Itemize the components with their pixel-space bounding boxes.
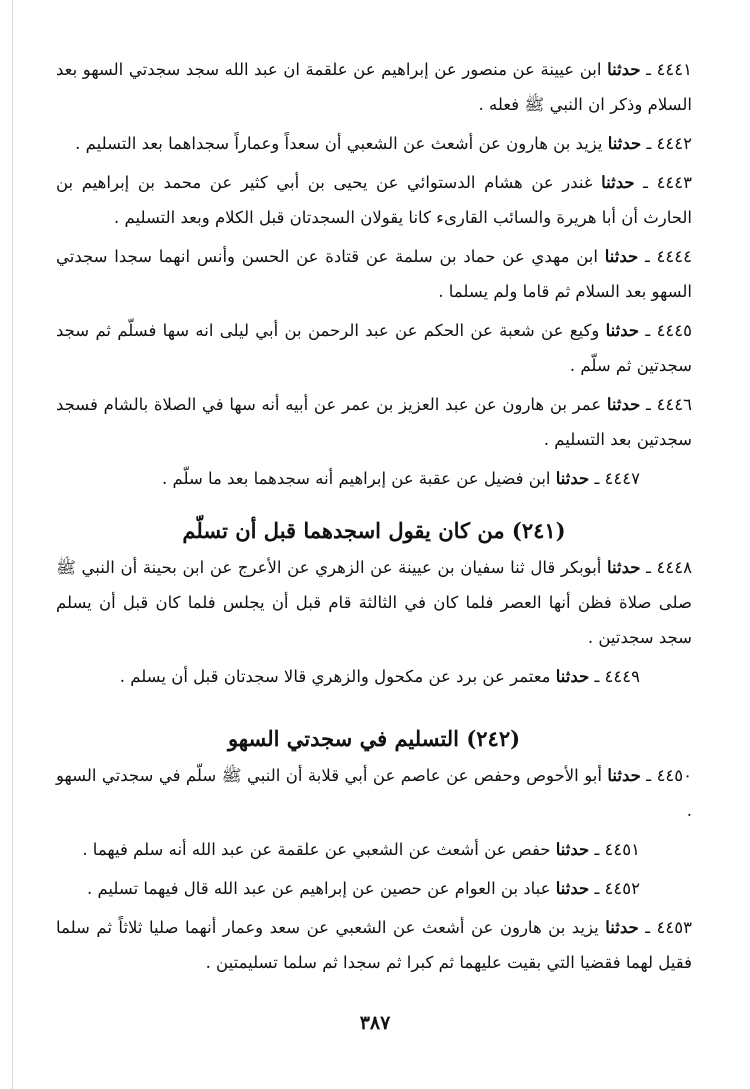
hadith-text: يزيد بن هارون عن أشعث عن الشعبي أن سعداً وعماراً سجداهما بعد التسليم .: [75, 134, 603, 153]
hadith-4445: ٤٤٤٥ ـ حدثنا وكيع عن شعبة عن الحكم عن عبد الرحمن بن أبي ليلى انه سها فسلّم ثم سجد سجدتين ثم سلّم .: [56, 321, 693, 375]
hadith-intro: حدثنا: [607, 766, 641, 785]
hadith-intro: حدثنا: [604, 247, 639, 266]
hadith-intro: حدثنا: [555, 667, 590, 686]
hadith-number: ٤٤٥٣: [656, 918, 692, 937]
hadith-text: حفص عن أشعث عن الشعبي عن علقمة عن عبد الله أنه سلم فيهما .: [82, 840, 551, 859]
hadith-intro: حدثنا: [607, 60, 641, 79]
hadith-number: ٤٤٤٨: [656, 558, 692, 577]
hadith-intro: حدثنا: [555, 840, 590, 859]
hadith-number: ٤٤٥١: [604, 840, 640, 859]
page-number: ٣٨٧: [359, 1012, 391, 1034]
hadith-4444: ٤٤٤٤ ـ حدثنا ابن مهدي عن حماد بن سلمة عن قتادة عن الحسن وأنس انهما سجدا سجدتي السهو بعد السلام ثم قاما ولم يسلما .: [56, 247, 692, 301]
hadith-text: أبوبكر قال ثنا سفيان بن عيينة عن الزهري عن الأعرج عن ابن بحينة أن النبي ﷺ صلى صلاة فظن أنها العصر فلما كان في الثالثة قام قبل أن يجلس فلما كان قبل أن يسلم سجد سجدتين .: [56, 558, 692, 647]
hadith-text: غندر عن هشام الدستوائي عن يحيى بن أبي كثير عن محمد بن إبراهيم بن الحارث أن أبا هريرة والسائب القارىء كانا يقولان السجدتان قبل الكلام وبعد التسليم .: [56, 173, 692, 227]
hadith-number: ٤٤٤٢: [656, 134, 692, 153]
hadith-number: ٤٤٤٧: [604, 469, 640, 488]
hadith-text: عمر بن هارون عن عبد العزيز بن عمر عن أبيه أنه سها في الصلاة بالشام فسجد سجدتين بعد التسليم .: [56, 395, 692, 449]
hadith-number: ٤٤٤٦: [656, 395, 693, 414]
hadith-4449: ٤٤٤٩ ـ حدثنا معتمر عن برد عن مكحول والزهري قالا سجدتان قبل أن يسلم .: [119, 667, 640, 686]
page-edge-line: [12, 0, 13, 1089]
hadith-number: ٤٤٤٣: [656, 173, 693, 192]
hadith-4452: ٤٤٥٢ ـ حدثنا عباد بن العوام عن حصين عن إبراهيم عن عبد الله قال فيهما تسليم .: [86, 879, 640, 898]
hadith-number: ٤٤٥٢: [604, 879, 640, 898]
hadith-4450: ٤٤٥٠ ـ حدثنا أبو الأحوص وحفص عن عاصم عن أبي قلابة أن النبي ﷺ سلّم في سجدتي السهو .: [56, 766, 693, 820]
section-heading-241: (٢٤١) من كان يقول اسجدهما قبل أن تسلّم: [182, 518, 566, 543]
hadith-intro: حدثنا: [555, 469, 590, 488]
hadith-text: معتمر عن برد عن مكحول والزهري قالا سجدتان قبل أن يسلم .: [119, 667, 551, 686]
hadith-4442: ٤٤٤٢ ـ حدثنا يزيد بن هارون عن أشعث عن الشعبي أن سعداً وعماراً سجداهما بعد التسليم .: [75, 134, 692, 153]
section-heading-242: (٢٤٢) التسليم في سجدتي السهو: [227, 726, 521, 751]
hadith-4448: ٤٤٤٨ ـ حدثنا أبوبكر قال ثنا سفيان بن عيينة عن الزهري عن الأعرج عن ابن بحينة أن النبي ﷺ صلى صلاة فظن أنها العصر فلما كان في الثالثة قام قبل أن يجلس فلما كان قبل أن يسلم سجد سجدتين .: [56, 558, 692, 647]
hadith-number: ٤٤٥٠: [656, 766, 693, 785]
hadith-4451: ٤٤٥١ ـ حدثنا حفص عن أشعث عن الشعبي عن علقمة عن عبد الله أنه سلم فيهما .: [82, 840, 640, 859]
hadith-4443: ٤٤٤٣ ـ حدثنا غندر عن هشام الدستوائي عن يحيى بن أبي كثير عن محمد بن إبراهيم بن الحارث أن أبا هريرة والسائب القارىء كانا يقولان السجدتان قبل الكلام وبعد التسليم .: [56, 173, 693, 227]
hadith-4446: ٤٤٤٦ ـ حدثنا عمر بن هارون عن عبد العزيز بن عمر عن أبيه أنه سها في الصلاة بالشام فسجد سجدتين بعد التسليم .: [56, 395, 693, 449]
hadith-number: ٤٤٤٩: [604, 667, 640, 686]
hadith-intro: حدثنا: [605, 321, 640, 340]
hadith-number: ٤٤٤٥: [656, 321, 693, 340]
hadith-number: ٤٤٤٤: [656, 247, 692, 266]
hadith-text: ابن عيينة عن منصور عن إبراهيم عن علقمة ان عبد الله سجد سجدتي السهو بعد السلام وذكر ان النبي ﷺ فعله .: [56, 60, 692, 114]
hadith-4447: ٤٤٤٧ ـ حدثنا ابن فضيل عن عقبة عن إبراهيم أنه سجدهما بعد ما سلّم .: [162, 469, 640, 488]
hadith-4441: ٤٤٤١ ـ حدثنا ابن عيينة عن منصور عن إبراهيم عن علقمة ان عبد الله سجد سجدتي السهو بعد السلام وذكر ان النبي ﷺ فعله .: [56, 60, 693, 114]
hadith-text: وكيع عن شعبة عن الحكم عن عبد الرحمن بن أبي ليلى انه سها فسلّم ثم سجد سجدتين ثم سلّم .: [56, 321, 692, 375]
hadith-intro: حدثنا: [607, 134, 642, 153]
hadith-intro: حدثنا: [601, 173, 635, 192]
hadith-text: ابن فضيل عن عقبة عن إبراهيم أنه سجدهما بعد ما سلّم .: [162, 469, 551, 488]
hadith-text: ابن مهدي عن حماد بن سلمة عن قتادة عن الحسن وأنس انهما سجدا سجدتي السهو بعد السلام ثم قاما ولم يسلما .: [56, 247, 692, 301]
hadith-4453: ٤٤٥٣ ـ حدثنا يزيد بن هارون عن أشعث عن الشعبي عن سعد وعمار أنهما صليا ثلاثاً ثم سلما فقيل لهما فقضيا التي بقيت عليهما ثم كبرا ثم سجدا ثم سلما تسليمتين .: [56, 918, 692, 972]
hadith-intro: حدثنا: [606, 395, 641, 414]
hadith-intro: حدثنا: [555, 879, 590, 898]
hadith-intro: حدثنا: [607, 558, 641, 577]
hadith-number: ٤٤٤١: [656, 60, 693, 79]
hadith-text: يزيد بن هارون عن أشعث عن الشعبي عن سعد وعمار أنهما صليا ثلاثاً ثم سلما فقيل لهما فقضيا التي بقيت عليهما ثم كبرا ثم سجدا ثم سلما تسليمتين .: [56, 918, 692, 972]
page-content: [56, 52, 692, 980]
hadith-text: أبو الأحوص وحفص عن عاصم عن أبي قلابة أن النبي ﷺ سلّم في سجدتي السهو .: [56, 766, 692, 820]
hadith-text: عباد بن العوام عن حصين عن إبراهيم عن عبد الله قال فيهما تسليم .: [86, 879, 551, 898]
hadith-intro: حدثنا: [605, 918, 639, 937]
